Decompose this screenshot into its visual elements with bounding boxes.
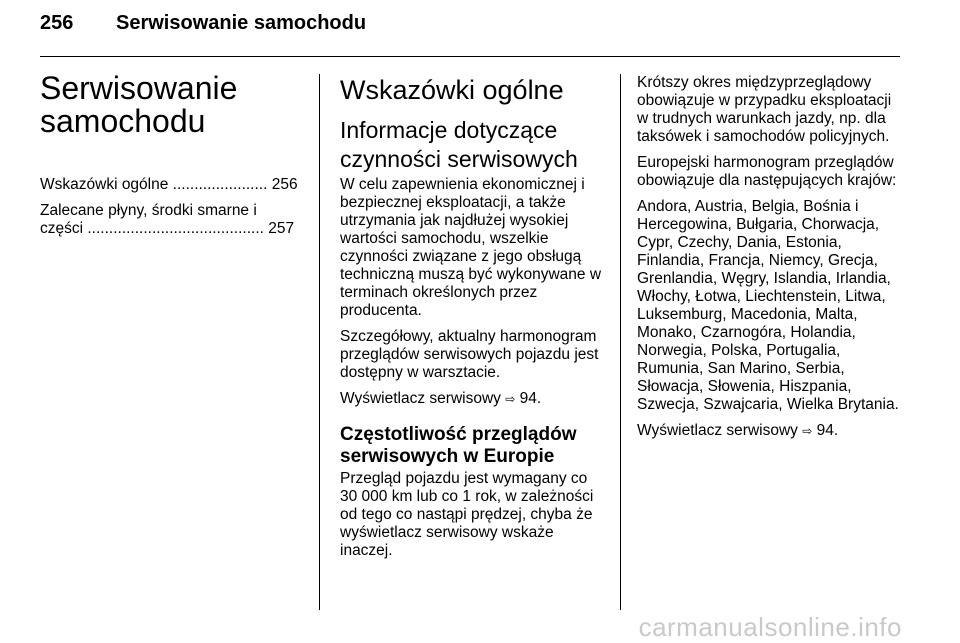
paragraph: W celu zapewnienia ekonomicznej i bezpiecznej eksploatacji, a także utrzymania jak najdłużej wysokiej wartości samochodu, wszelkie czynności związane z jego obsługą techniczną muszą być wykonywane w terminach określonych przez producenta. — [340, 176, 602, 319]
reference-page[interactable]: 94. — [519, 390, 542, 407]
reference-page[interactable]: 94. — [816, 422, 839, 439]
toc-entry[interactable]: Wskazówki ogólne ...................... 256 — [40, 176, 298, 193]
paragraph: Przegląd pojazdu jest wymagany co 30 000 km lub co 1 rok, w zależności od tego co nastąpi prędzej, chyba że wyświetlacz serwisowy wskaże inaczej. — [340, 470, 594, 559]
paragraph: Krótszy okres międzyprzeglądowy obowiązuje w przypadku eksploatacji w trudnych warunkach jazdy, np. dla taksówek i samochodów policyjnych. — [637, 74, 892, 145]
page-reference-arrow-icon: ⇨ — [505, 392, 516, 406]
running-title: Serwisowanie samochodu — [116, 12, 367, 34]
page-header — [40, 12, 366, 35]
column-divider — [319, 74, 320, 610]
reference-text: Wyświetlacz serwisowy — [637, 422, 803, 439]
toc-column — [40, 72, 302, 246]
paragraph: Europejski harmonogram przeglądów obowiązuje dla następujących krajów: — [637, 154, 897, 189]
watermark: carmanualsonline.info — [638, 612, 902, 642]
country-list: Andora, Austria, Belgia, Bośnia i Hercegowina, Bułgaria, Chorwacja, Cypr, Czechy, Dania, Estonia, Finlandia, Francja, Niemcy, Grecja, Grenlandia, Węgry, Islandia, Irlandia, Włochy, Łotwa, Liechtenstein, Litwa, Luksemburg, Macedonia, Malta, Monako, Czarnogóra, Holandia, Norwegia, Polska, Portugalia, Rumunia, San Marino, Serbia, Słowacja, Słowenia, Hiszpania, Szwecja, Szwajcaria, Wielka Brytania. — [637, 198, 899, 413]
section-title: Wskazówki ogólne — [340, 75, 564, 105]
column-divider — [620, 74, 621, 610]
right-column — [637, 74, 905, 448]
chapter-title: Serwisowanie samochodu — [40, 70, 238, 139]
reference-text: Wyświetlacz serwisowy — [340, 390, 506, 407]
toc-entry[interactable]: Zalecane płyny, środki smarne i części ......................................... 257 — [40, 202, 295, 237]
page-number: 256 — [40, 12, 74, 34]
cross-reference — [340, 390, 606, 408]
main-column — [340, 72, 606, 568]
subsection-title: Częstotliwość przeglądów serwisowych w Europie — [340, 424, 577, 467]
header-rule — [40, 56, 900, 57]
page-reference-arrow-icon: ⇨ — [802, 424, 813, 438]
paragraph: Szczegółowy, aktualny harmonogram przeglądów serwisowych pojazdu jest dostępny w warsztacie. — [340, 328, 599, 381]
cross-reference — [637, 422, 905, 440]
subsection-title: Informacje dotyczące czynności serwisowych — [340, 117, 578, 172]
